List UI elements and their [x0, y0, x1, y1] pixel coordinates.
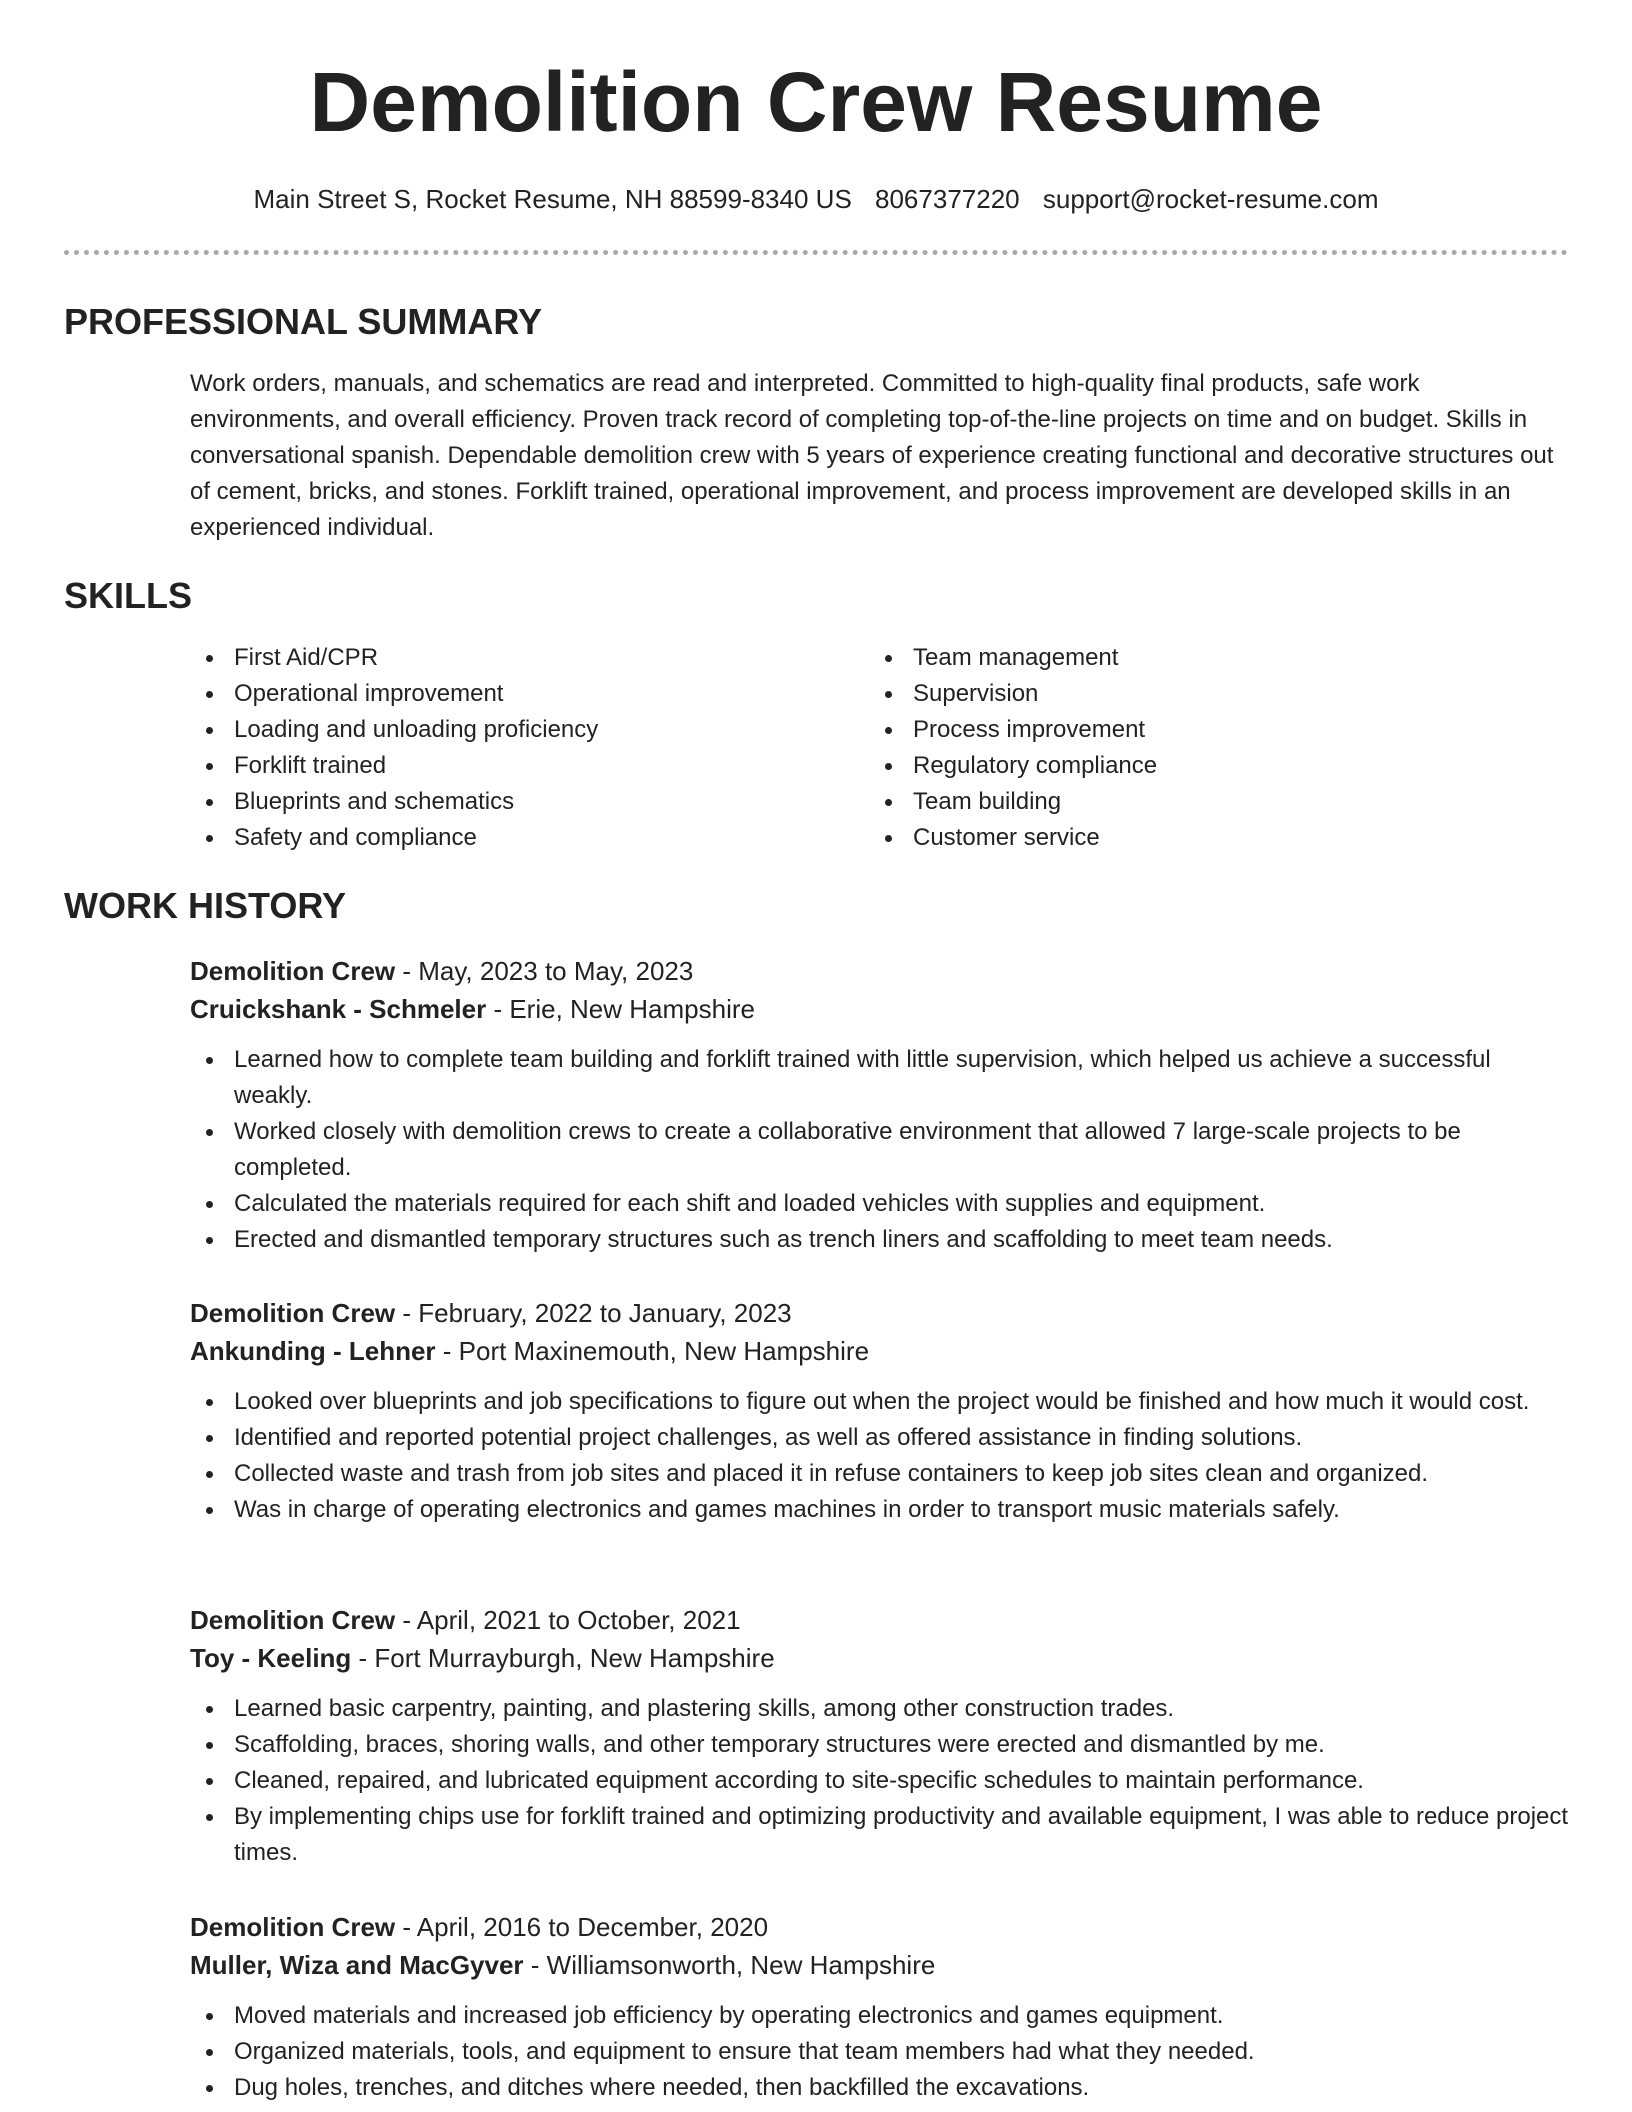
job-bullet: By implementing chips use for forklift trained and optimizing productivity and available equipment, I was able to reduce project times.: [190, 1799, 1570, 1871]
job-title-line: [190, 1601, 1570, 1639]
job-company-line: [190, 1332, 1570, 1370]
skill-item: Blueprints and schematics: [190, 784, 790, 820]
job-dates: - April, 2016 to December, 2020: [395, 1912, 769, 1942]
job-dates: - February, 2022 to January, 2023: [395, 1298, 792, 1328]
job-bullet: Was in charge of operating electronics and games machines in order to transport music materials safely.: [190, 1492, 1570, 1528]
job-location: - Erie, New Hampshire: [486, 994, 755, 1024]
job-title: Demolition Crew: [190, 956, 396, 986]
job-bullet: Worked closely with demolition crews to create a collaborative environment that allowed 7 large-scale projects to be completed.: [190, 1114, 1570, 1186]
contact-address: Main Street S, Rocket Resume, NH 88599-8340 US: [253, 184, 852, 214]
job-entry: [190, 1601, 1570, 1871]
job-bullet: Moved materials and increased job efficiency by operating electronics and games equipment.: [190, 1998, 1570, 2034]
job-location: - Williamsonworth, New Hampshire: [523, 1950, 936, 1980]
resume-title: Demolition Crew Resume: [309, 55, 1323, 149]
job-company-line: [190, 1946, 1570, 1984]
job-dates: - April, 2021 to October, 2021: [395, 1605, 741, 1635]
job-bullet: Collected waste and trash from job sites and placed it in refuse containers to keep job sites clean and organized.: [190, 1456, 1570, 1492]
skill-item: Loading and unloading proficiency: [190, 712, 790, 748]
job-title-line: [190, 1908, 1570, 1946]
skill-item: Process improvement: [869, 712, 1469, 748]
skill-item: Operational improvement: [190, 676, 790, 712]
job-bullet: Looked over blueprints and job specifications to figure out when the project would be finished and how much it would cost.: [190, 1384, 1570, 1420]
header-divider: [64, 250, 1568, 255]
job-bullet: Learned how to complete team building and forklift trained with little supervision, which helped us achieve a successful weakly.: [190, 1042, 1570, 1114]
contact-phone: 8067377220: [875, 184, 1020, 214]
job-title-line: [190, 952, 1570, 990]
skill-item: Safety and compliance: [190, 820, 790, 856]
skill-item: Team building: [869, 784, 1469, 820]
job-title: Demolition Crew: [190, 1298, 396, 1328]
job-bullet: Identified and reported potential project challenges, as well as offered assistance in finding solutions.: [190, 1420, 1570, 1456]
job-bullet: Erected and dismantled temporary structures such as trench liners and scaffolding to meet team needs.: [190, 1222, 1570, 1258]
skill-item: First Aid/CPR: [190, 640, 790, 676]
skill-item: Customer service: [869, 820, 1469, 856]
job-bullet: Cleaned, repaired, and lubricated equipment according to site-specific schedules to maintain performance.: [190, 1763, 1570, 1799]
job-location: - Port Maxinemouth, New Hampshire: [435, 1336, 870, 1366]
contact-line: [0, 182, 1632, 216]
contact-email[interactable]: support@rocket-resume.com: [1042, 184, 1379, 214]
job-entry: [190, 952, 1570, 1258]
job-title-line: [190, 1294, 1570, 1332]
job-bullet: Organized materials, tools, and equipment to ensure that team members had what they needed.: [190, 2034, 1570, 2070]
work-history-heading: WORK HISTORY: [64, 885, 347, 926]
job-company: Toy - Keeling: [190, 1643, 352, 1673]
job-title: Demolition Crew: [190, 1605, 396, 1635]
job-company: Cruickshank - Schmeler: [190, 994, 487, 1024]
job-company-line: [190, 990, 1570, 1028]
job-bullet: Calculated the materials required for each shift and loaded vehicles with supplies and equipment.: [190, 1186, 1570, 1222]
job-entry: [190, 1294, 1570, 1528]
skill-item: Regulatory compliance: [869, 748, 1469, 784]
job-bullet: Scaffolding, braces, shoring walls, and other temporary structures were erected and dismantled by me.: [190, 1727, 1570, 1763]
job-bullet: Learned basic carpentry, painting, and plastering skills, among other construction trades.: [190, 1691, 1570, 1727]
job-company: Muller, Wiza and MacGyver: [190, 1950, 524, 1980]
job-location: - Fort Murrayburgh, New Hampshire: [351, 1643, 775, 1673]
skill-item: Forklift trained: [190, 748, 790, 784]
skill-item: Team management: [869, 640, 1469, 676]
skill-item: Supervision: [869, 676, 1469, 712]
skills-list-right: [869, 640, 1469, 856]
job-company-line: [190, 1639, 1570, 1677]
job-entry: [190, 1908, 1570, 2106]
job-dates: - May, 2023 to May, 2023: [395, 956, 694, 986]
summary-heading: PROFESSIONAL SUMMARY: [64, 301, 543, 342]
job-company: Ankunding - Lehner: [190, 1336, 436, 1366]
skills-list-left: [190, 640, 790, 856]
job-title: Demolition Crew: [190, 1912, 396, 1942]
job-bullet: Dug holes, trenches, and ditches where needed, then backfilled the excavations.: [190, 2070, 1570, 2106]
summary-text: Work orders, manuals, and schematics are read and interpreted. Committed to high-quality final products, safe work environments, and overall efficiency. Proven track record of completing top-of-the-line projects on time and on budget. Skills in conversational spanish. Dependable demolition crew with 5 years of experience creating functional and decorative structures out of cement, bricks, and stones. Forklift trained, operational improvement, and process improvement are developed skills in an experienced individual.: [190, 370, 1554, 541]
skills-heading: SKILLS: [64, 575, 193, 616]
